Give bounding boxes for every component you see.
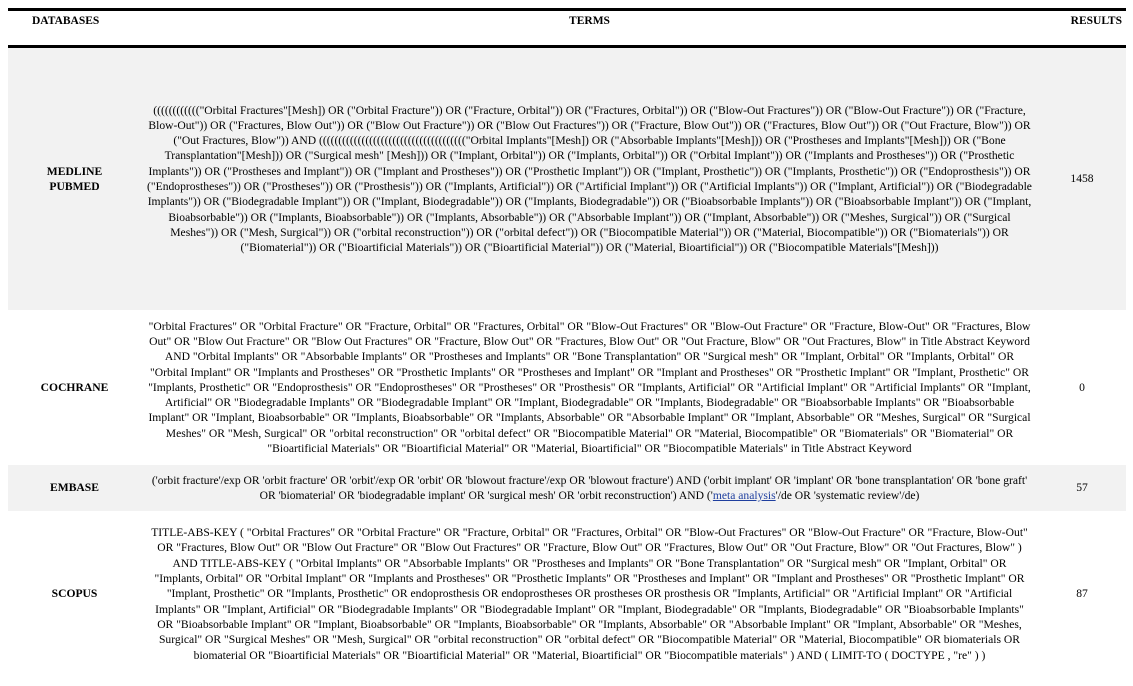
meta-analysis-link[interactable]: meta analysis [712, 489, 776, 502]
terms-cell-cochrane: "Orbital Fractures" OR "Orbital Fracture" OR "Fracture, Orbital" OR "Fractures, Orbital" OR "Blow-Out Fractures" OR "Blow-Out Fracture" OR "Fracture, Blow-Out" OR "Fractures, Blow Out" OR "Blow Out Fracture" OR "Blow Out Fractures" OR "Fracture, Blow Out" OR "Fractures, Blow Out" OR "Out Fracture, Blow" OR "Out Fractures, Blow" in Title Abstract Keyword AND "Orbital Implants" OR "Absorbable Implants" OR "Prostheses and Implants" OR "Bone Transplantation" OR "Surgical mesh" OR "Implant, Orbital" OR "Implants, Orbital" OR "Orbital Implant" OR "Implants and Prostheses" OR "Prosthetic Implants" OR "Prostheses and Implant" OR "Implant and Prostheses" OR "Prosthetic Implant" OR "Implant, Prosthetic" OR "Implants, Prosthetic" OR "Endoprosthesis" OR "Endoprostheses" OR "Prostheses" OR "Prosthesis" OR "Implants, Artificial" OR "Artificial Implant" OR "Artificial Implants" OR "Implant, Artificial" OR "Biodegradable Implants" OR "Biodegradable Implant" OR "Implant, Biodegradable" OR "Implants, Biodegradable" OR "Bioabsorbable Implants" OR "Bioabsorbable Implant" OR "Implant, Bioabsorbable" OR "Implants, Bioabsorbable" OR "Implants, Absorbable" OR "Absorbable Implant" OR "Implant, Absorbable" OR "Meshes, Surgical" OR "Surgical Meshes" OR "Mesh, Surgical" OR "orbital reconstruction" OR "orbital defect" OR "Biocompatible Material" OR "Material, Biocompatible" OR "Biomaterials" OR "Biomaterial" OR "Bioartificial Materials" OR "Bioartificial Material" OR "Material, Bioartificial" OR "Biocompatible Materials" in Title Abstract Keyword [148, 319, 1031, 456]
terms-cell-medline: (((((((((((("Orbital Fractures"[Mesh]) OR ("Orbital Fracture")) OR ("Fracture, Orbital")) OR ("Fractures, Orbital")) OR ("Blow-Out Fractures")) OR ("Blow-Out Fracture")) OR ("Fracture, Blow-Out")) OR ("Fractures, Blow Out")) OR ("Blow Out Fracture")) OR ("Blow Out Fractures")) OR ("Fracture, Blow Out")) OR ("Fractures, Blow Out")) OR ("Out Fracture, Blow")) OR ("Out Fractures, Blow")) AND (((((((((((((((((((((((((((((((((((((("Orbital Implants"[Mesh]) OR ("Absorbable Implants"[Mesh])) OR ("Prostheses and Implants"[Mesh])) OR ("Bone Transplantation"[Mesh])) OR ("Surgical mesh" [Mesh])) OR ("Implant, Orbital")) OR ("Implants, Orbital")) OR ("Orbital Implant")) OR ("Implants and Prostheses")) OR ("Prosthetic Implants")) OR ("Prostheses and Implant")) OR ("Implant and Prostheses")) OR ("Prosthetic Implant")) OR ("Implant, Prosthetic")) OR ("Implants, Prosthetic")) OR ("Endoprosthesis")) OR ("Endoprostheses")) OR ("Prostheses")) OR ("Prosthesis")) OR ("Implants, Artificial")) OR ("Artificial Implant")) OR ("Artificial Implants")) OR ("Implant, Artificial")) OR ("Biodegradable Implants")) OR ("Biodegradable Implant")) OR ("Implant, Biodegradable")) OR ("Implants, Biodegradable")) OR ("Bioabsorbable Implants")) OR ("Bioabsorbable Implant")) OR ("Implant, Bioabsorbable")) OR ("Implants, Bioabsorbable")) OR ("Implants, Absorbable")) OR ("Absorbable Implant")) OR ("Implant, Absorbable")) OR ("Meshes, Surgical")) OR ("Surgical Meshes")) OR ("Mesh, Surgical")) OR ("orbital reconstruction")) OR ("orbital defect")) OR ("Biocompatible Material")) OR ("Material, Biocompatible")) OR ("Biomaterials")) OR ("Biomaterial")) OR ("Bioartificial Materials")) OR ("Bioartificial Material")) OR ("Material, Bioartificial")) OR ("Biocompatible Materials"[Mesh])) [141, 47, 1038, 311]
results-cell-medline: 1458 [1038, 47, 1126, 311]
database-cell-cochrane [8, 310, 141, 465]
table-row-medline [8, 47, 1126, 311]
database-name-line1: MEDLINE [46, 164, 103, 178]
search-strategy-table [8, 8, 1126, 677]
database-name-line2: PUBMED [49, 180, 100, 193]
results-cell-cochrane: 0 [1079, 380, 1085, 394]
search-strategy-table-wrapper [8, 8, 1126, 677]
results-cell-embase: 57 [1038, 465, 1126, 511]
database-name-line1: SCOPUS [51, 587, 98, 601]
header-terms: TERMS [141, 10, 1038, 47]
terms-cell-embase [141, 465, 1038, 511]
database-name-line1: EMBASE [50, 481, 99, 495]
table-row-scopus [8, 511, 1126, 677]
embase-terms-part1: ('orbit fracture'/exp OR 'orbit fracture' OR 'orbit'/exp OR 'orbit' OR 'blowout fracture'/exp OR 'blowout fracture') AND ('orbit implant' OR 'implant' OR 'bone transplantation' OR 'bone graft' OR 'biomaterial' OR 'biodegradable implant' OR 'surgical mesh' OR 'orbit reconstruction') AND (' [151, 473, 1028, 502]
database-cell-medline [8, 47, 141, 311]
table-row-cochrane [8, 310, 1126, 465]
header-databases: DATABASES [8, 10, 141, 47]
database-cell-embase [8, 465, 141, 511]
embase-terms-part2: '/de OR 'systematic review'/de) [775, 489, 920, 502]
database-cell-scopus [8, 511, 141, 677]
terms-cell-scopus: TITLE-ABS-KEY ( "Orbital Fractures" OR "Orbital Fracture" OR "Fracture, Orbital" OR "Fractures, Orbital" OR "Blow-Out Fractures" OR "Blow-Out Fracture" OR "Fracture, Blow-Out" OR "Fractures, Blow Out" OR "Blow Out Fracture" OR "Blow Out Fractures" OR "Fracture, Blow Out" OR "Fractures, Blow Out" OR "Out Fracture, Blow" OR "Out Fractures, Blow" ) AND TITLE-ABS-KEY ( "Orbital Implants" OR "Absorbable Implants" OR "Prostheses and Implants" OR "Bone Transplantation" OR "Surgical mesh" OR "Implant, Orbital" OR "Implants, Orbital" OR "Orbital Implant" OR "Implants and Prostheses" OR "Prosthetic Implants" OR "Prostheses and Implant" OR "Implant and Prostheses" OR "Prosthetic Implant" OR "Implant, Prosthetic" OR "Implants, Prosthetic" OR endoprosthesis OR endoprostheses OR prostheses OR prosthesis OR "Implants, Artificial" OR "Artificial Implant" OR "Artificial Implants" OR "Implant, Artificial" OR "Biodegradable Implants" OR "Biodegradable Implant" OR "Implant, Biodegradable" OR "Implants, Biodegradable" OR "Bioabsorbable Implants" OR "Bioabsorbable Implant" OR "Implant, Bioabsorbable" OR "Implants, Bioabsorbable" OR "Implants, Absorbable" OR "Absorbable Implant" OR "Implant, Absorbable" OR "Meshes, Surgical" OR "Surgical Meshes" OR "Mesh, Surgical" OR "orbital reconstruction" OR "orbital defect" OR "Biocompatible Material" OR "Material, Biocompatible" OR biomaterials OR biomaterial OR "Bioartificial Materials" OR "Bioartificial Material" OR "Material, Bioartificial" OR "Biocompatible materials" ) AND ( LIMIT-TO ( DOCTYPE , "re" ) ) [151, 526, 1028, 662]
database-name-line1: COCHRANE [40, 380, 109, 394]
header-results: RESULTS [1038, 10, 1126, 47]
results-cell-scopus: 87 [1076, 587, 1088, 601]
table-row-embase [8, 465, 1126, 511]
header-row [8, 10, 1126, 47]
